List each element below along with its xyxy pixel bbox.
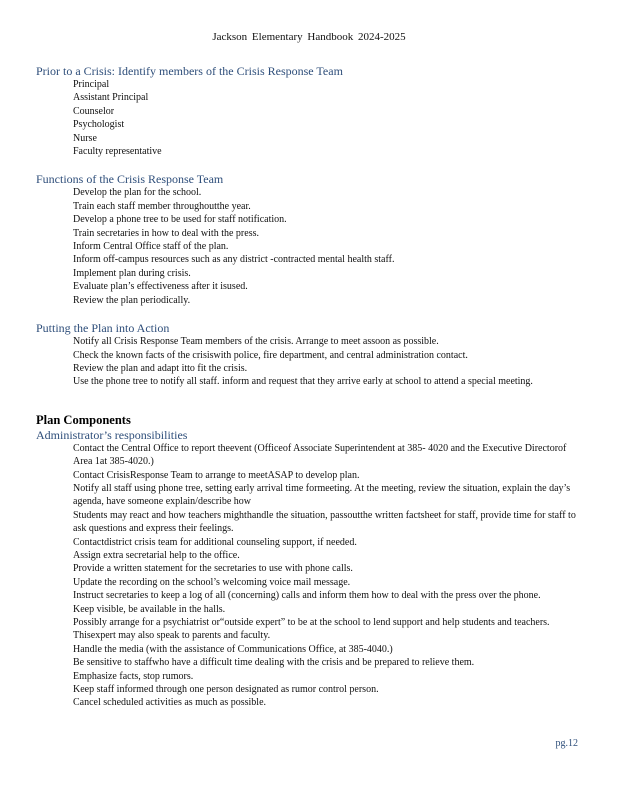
list-item bbox=[36, 696, 584, 709]
list-item-text: Psychologist bbox=[73, 119, 125, 131]
list-item-text: Possibly arrange for a psychiatrist or“outside expert” to be at the school to lend support and help students and teachers. Thisexpert may also speak to parents and faculty. bbox=[73, 617, 550, 642]
list-item-text: Nurse bbox=[73, 132, 97, 144]
list-item bbox=[36, 267, 584, 280]
list-item-text: Instruct secretaries to keep a log of all (concerning) calls and inform them how to deal with the press over the phone. bbox=[73, 590, 541, 602]
administrator-responsibilities-heading: Administrator’s responsibilities bbox=[36, 427, 188, 442]
list-item-text: Inform off-campus resources such as any district -contracted mental health staff. bbox=[73, 254, 395, 266]
list-item bbox=[36, 589, 584, 602]
list-item-text: Assistant Principal bbox=[73, 92, 149, 104]
list-item bbox=[36, 469, 584, 482]
list-item-text: Contact the Central Office to report theevent (Officeof Associate Superintendent at 385- 4020 and the Executive Directorof Area 1at 385-4020.) bbox=[73, 442, 567, 468]
section-heading: Functions of the Crisis Response Team bbox=[36, 172, 224, 187]
list-item-text: Emphasize facts, stop rumors. bbox=[73, 670, 194, 682]
list-item-text: Develop a phone tree to be used for staff notification. bbox=[73, 214, 287, 226]
list-item-text: Counselor bbox=[73, 105, 115, 117]
list-item bbox=[36, 643, 584, 656]
list-item-text: Use the phone tree to notify all staff. inform and request that they arrive early at school to attend a special meeting. bbox=[73, 376, 533, 388]
list-item-text: Contact CrisisResponse Team to arrange to meetASAP to develop plan. bbox=[73, 469, 360, 481]
page-content bbox=[36, 64, 584, 710]
sections-container bbox=[36, 64, 584, 403]
list-item-text: Check the known facts of the crisiswith police, fire department, and central administration contact. bbox=[73, 349, 468, 361]
section-spacer bbox=[36, 307, 584, 321]
list-item-text: Principal bbox=[73, 79, 110, 90]
list-item bbox=[36, 145, 584, 158]
list-item bbox=[36, 349, 584, 362]
list-item-text: Evaluate plan’s effectiveness after it isused. bbox=[73, 281, 248, 293]
list-item-text: Notify all staff using phone tree, setting early arrival time formeeting. At the meeting, review the situation, explain the day’s agenda, have someone explain/describe how bbox=[73, 482, 571, 508]
list-item bbox=[36, 442, 584, 469]
list-item bbox=[36, 656, 584, 669]
list-item-text: Cancel scheduled activities as much as possible. bbox=[73, 697, 267, 709]
administrator-responsibilities-list bbox=[36, 442, 584, 710]
list-item-text: Inform Central Office staff of the plan. bbox=[73, 241, 229, 253]
list-item bbox=[36, 105, 584, 118]
list-item bbox=[36, 603, 584, 616]
list-item bbox=[36, 670, 584, 683]
list-item-text: Implement plan during crisis. bbox=[73, 267, 191, 279]
section-block bbox=[36, 64, 584, 172]
list-item-text: Provide a written statement for the secretaries to use with phone calls. bbox=[73, 563, 353, 575]
section-list bbox=[36, 78, 584, 158]
list-item-text: Keep staff informed through one person designated as rumor control person. bbox=[73, 684, 379, 696]
list-item bbox=[36, 683, 584, 696]
page-header: Jackson Elementary Handbook 2024-2025 bbox=[212, 31, 406, 43]
list-item-text: Train secretaries in how to deal with the press. bbox=[73, 227, 259, 239]
list-item bbox=[36, 227, 584, 240]
list-item bbox=[36, 78, 584, 91]
list-item bbox=[36, 132, 584, 145]
section-heading: Putting the Plan into Action bbox=[36, 321, 170, 336]
section-list bbox=[36, 186, 584, 307]
section-spacer bbox=[36, 389, 584, 403]
list-item bbox=[36, 200, 584, 213]
plan-components-heading: Plan Components bbox=[36, 412, 131, 427]
page-number: pg.12 bbox=[555, 738, 578, 749]
list-item bbox=[36, 576, 584, 589]
list-item-text: Be sensitive to staffwho have a difficult time dealing with the crisis and be prepared to relieve them. bbox=[73, 657, 475, 669]
list-item bbox=[36, 362, 584, 375]
list-item bbox=[36, 240, 584, 253]
list-item bbox=[36, 335, 584, 348]
list-item bbox=[36, 91, 584, 104]
section-spacer bbox=[36, 158, 584, 172]
section-heading: Prior to a Crisis: Identify members of the Crisis Response Team bbox=[36, 64, 343, 78]
section-list bbox=[36, 335, 584, 389]
list-item bbox=[36, 482, 584, 509]
plan-components-section bbox=[36, 413, 584, 710]
list-item bbox=[36, 616, 584, 643]
list-item-text: Assign extra secretarial help to the office. bbox=[73, 549, 240, 561]
section-block bbox=[36, 321, 584, 403]
list-item bbox=[36, 509, 584, 536]
list-item-text: Develop the plan for the school. bbox=[73, 187, 202, 199]
list-item-text: Contactdistrict crisis team for additional counseling support, if needed. bbox=[73, 536, 357, 548]
list-item-text: Handle the media (with the assistance of Communications Office, at 385-4040.) bbox=[73, 643, 393, 655]
list-item bbox=[36, 536, 584, 549]
list-item bbox=[36, 375, 584, 388]
list-item-text: Students may react and how teachers mighthandle the situation, passoutthe written factsheet for staff, provide time for staff to ask questions and express their feelings. bbox=[73, 509, 576, 535]
list-item bbox=[36, 118, 584, 131]
list-item-text: Faculty representative bbox=[73, 146, 162, 158]
list-item-text: Notify all Crisis Response Team members of the crisis. Arrange to meet assoon as possible. bbox=[73, 336, 439, 348]
list-item-text: Train each staff member throughoutthe year. bbox=[73, 200, 251, 212]
list-item bbox=[36, 549, 584, 562]
list-item-text: Review the plan and adapt itto fit the crisis. bbox=[73, 362, 248, 374]
list-item-text: Update the recording on the school’s welcoming voice mail message. bbox=[73, 576, 351, 588]
list-item-text: Keep visible, be available in the halls. bbox=[73, 603, 226, 615]
list-item bbox=[36, 253, 584, 266]
list-item-text: Review the plan periodically. bbox=[73, 294, 191, 306]
list-item bbox=[36, 280, 584, 293]
list-item bbox=[36, 562, 584, 575]
list-item bbox=[36, 186, 584, 199]
list-item bbox=[36, 294, 584, 307]
list-item bbox=[36, 213, 584, 226]
section-block bbox=[36, 172, 584, 321]
